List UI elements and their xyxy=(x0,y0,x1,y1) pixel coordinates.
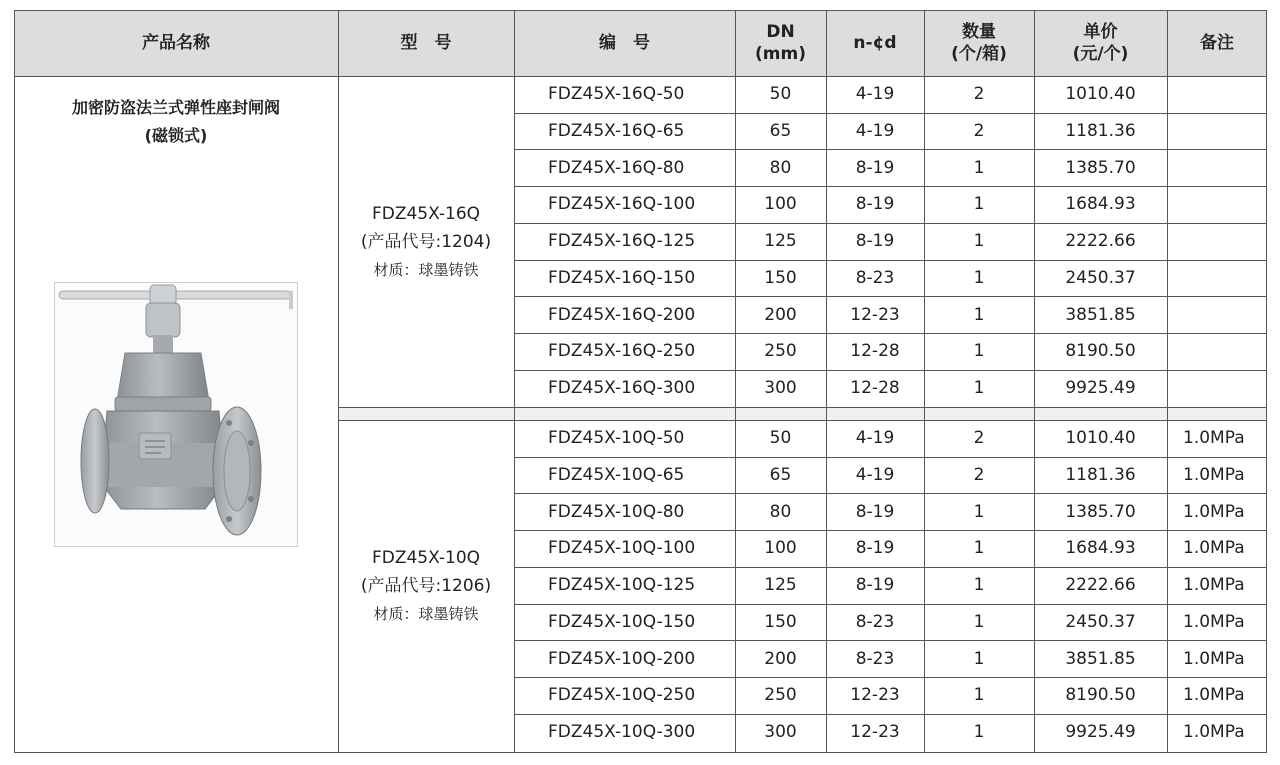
cell-dn: 80 xyxy=(769,157,792,178)
cell-code: FDZ45X-10Q-300 xyxy=(548,721,696,742)
cell-nd: 12-23 xyxy=(850,304,900,325)
cell-dn: 250 xyxy=(764,685,797,706)
product-code: (产品代号:1206) xyxy=(360,576,492,596)
cell-nd: 12-23 xyxy=(850,721,900,742)
cell-code: FDZ45X-16Q-200 xyxy=(548,304,696,325)
column-divider xyxy=(338,10,339,753)
row-divider xyxy=(514,370,1267,371)
cell-code: FDZ45X-10Q-250 xyxy=(548,685,696,706)
row-divider xyxy=(514,530,1267,531)
gate-valve-icon xyxy=(55,283,297,546)
cell-remark: 1.0MPa xyxy=(1183,721,1245,742)
cell-dn: 300 xyxy=(764,721,797,742)
cell-price: 1181.36 xyxy=(1065,465,1136,486)
cell-dn: 250 xyxy=(764,341,797,362)
table-header xyxy=(14,10,1267,77)
cell-code: FDZ45X-10Q-125 xyxy=(548,575,696,596)
cell-nd: 4-19 xyxy=(855,84,895,105)
product-code: (产品代号:1204) xyxy=(360,232,492,252)
cell-qty: 1 xyxy=(973,611,985,632)
cell-remark: 1.0MPa xyxy=(1183,428,1245,449)
cell-price: 1385.70 xyxy=(1065,501,1136,522)
row-divider xyxy=(514,714,1267,715)
header-unit-price: 单价 (元/个) xyxy=(1072,22,1129,64)
cell-price: 1684.93 xyxy=(1065,538,1136,559)
cell-nd: 8-19 xyxy=(855,501,895,522)
cell-remark xyxy=(1167,370,1267,407)
cell-dn: 150 xyxy=(764,611,797,632)
row-divider xyxy=(514,149,1267,150)
header-product-name: 产品名称 xyxy=(142,33,210,53)
product-name xyxy=(14,94,338,150)
cell-dn: 65 xyxy=(769,465,792,486)
column-divider xyxy=(514,10,515,753)
row-divider xyxy=(514,493,1267,494)
cell-nd: 4-19 xyxy=(855,465,895,486)
cell-dn: 100 xyxy=(764,538,797,559)
cell-qty: 1 xyxy=(973,501,985,522)
table-right-border xyxy=(1266,10,1267,753)
cell-code: FDZ45X-16Q-50 xyxy=(548,84,685,105)
model-group-2 xyxy=(338,544,514,628)
row-divider xyxy=(514,223,1267,224)
product-name-line2: (磁锁式) xyxy=(144,126,208,145)
group-divider xyxy=(338,407,1267,408)
cell-remark xyxy=(1167,186,1267,223)
header-quantity: 数量 (个/箱) xyxy=(951,22,1007,64)
cell-remark: 1.0MPa xyxy=(1183,648,1245,669)
row-divider xyxy=(514,604,1267,605)
cell-dn: 65 xyxy=(769,121,792,142)
cell-price: 2450.37 xyxy=(1065,267,1136,288)
column-divider xyxy=(735,10,736,753)
cell-code: FDZ45X-10Q-50 xyxy=(548,428,685,449)
row-divider xyxy=(514,677,1267,678)
header-nd: n-¢d xyxy=(853,33,897,53)
row-divider xyxy=(514,567,1267,568)
row-divider xyxy=(514,186,1267,187)
cell-nd: 12-23 xyxy=(850,685,900,706)
cell-dn: 80 xyxy=(769,501,792,522)
product-name-line1: 加密防盗法兰式弹性座封闸阀 xyxy=(71,98,280,117)
material: 材质：球墨铸铁 xyxy=(373,605,479,623)
cell-remark: 1.0MPa xyxy=(1183,685,1245,706)
table-top-border xyxy=(14,10,1267,11)
cell-nd: 12-28 xyxy=(850,377,900,398)
product-image xyxy=(54,282,298,547)
material: 材质：球墨铸铁 xyxy=(373,261,479,279)
cell-price: 1010.40 xyxy=(1065,84,1136,105)
cell-qty: 1 xyxy=(973,538,985,559)
cell-dn: 50 xyxy=(769,428,792,449)
cell-qty: 2 xyxy=(973,428,985,449)
model-name: FDZ45X-10Q xyxy=(371,548,481,568)
cell-dn: 200 xyxy=(764,304,797,325)
cell-qty: 2 xyxy=(973,121,985,142)
cell-qty: 1 xyxy=(973,575,985,596)
column-divider xyxy=(1167,10,1168,753)
cell-qty: 1 xyxy=(973,685,985,706)
cell-qty: 2 xyxy=(973,465,985,486)
cell-code: FDZ45X-16Q-150 xyxy=(548,267,696,288)
cell-price: 3851.85 xyxy=(1065,304,1136,325)
cell-price: 1684.93 xyxy=(1065,194,1136,215)
table-bottom-border xyxy=(14,752,1267,753)
cell-nd: 12-28 xyxy=(850,341,900,362)
cell-nd: 8-23 xyxy=(855,267,895,288)
cell-remark xyxy=(1167,260,1267,297)
cell-code: FDZ45X-16Q-125 xyxy=(548,231,696,252)
cell-code: FDZ45X-10Q-200 xyxy=(548,648,696,669)
cell-code: FDZ45X-16Q-250 xyxy=(548,341,696,362)
row-divider xyxy=(514,640,1267,641)
price-table xyxy=(14,10,1267,753)
table-left-border xyxy=(14,10,15,753)
row-divider xyxy=(514,113,1267,114)
cell-remark xyxy=(1167,113,1267,150)
row-divider xyxy=(514,296,1267,297)
cell-price: 1010.40 xyxy=(1065,428,1136,449)
cell-code: FDZ45X-10Q-150 xyxy=(548,611,696,632)
cell-remark: 1.0MPa xyxy=(1183,611,1245,632)
cell-code: FDZ45X-10Q-80 xyxy=(548,501,685,522)
column-divider xyxy=(924,10,925,753)
cell-code: FDZ45X-16Q-65 xyxy=(548,121,685,142)
model-group-1 xyxy=(338,200,514,284)
cell-price: 2450.37 xyxy=(1065,611,1136,632)
cell-remark: 1.0MPa xyxy=(1183,501,1245,522)
cell-qty: 1 xyxy=(973,194,985,215)
cell-remark: 1.0MPa xyxy=(1183,538,1245,559)
cell-price: 1181.36 xyxy=(1065,121,1136,142)
cell-price: 9925.49 xyxy=(1065,721,1136,742)
cell-dn: 125 xyxy=(764,575,797,596)
cell-price: 8190.50 xyxy=(1065,341,1136,362)
cell-price: 9925.49 xyxy=(1065,377,1136,398)
cell-nd: 8-23 xyxy=(855,648,895,669)
cell-nd: 8-19 xyxy=(855,194,895,215)
row-divider xyxy=(514,260,1267,261)
cell-remark xyxy=(1167,76,1267,113)
header-model: 型 号 xyxy=(400,33,452,53)
cell-nd: 8-19 xyxy=(855,575,895,596)
cell-qty: 1 xyxy=(973,231,985,252)
cell-price: 2222.66 xyxy=(1065,575,1136,596)
cell-qty: 1 xyxy=(973,157,985,178)
cell-nd: 8-19 xyxy=(855,231,895,252)
cell-qty: 1 xyxy=(973,267,985,288)
header-code: 编 号 xyxy=(599,33,650,53)
cell-qty: 1 xyxy=(973,648,985,669)
cell-code: FDZ45X-16Q-300 xyxy=(548,377,696,398)
model-name: FDZ45X-16Q xyxy=(371,204,481,224)
row-divider xyxy=(514,457,1267,458)
cell-dn: 150 xyxy=(764,267,797,288)
cell-remark xyxy=(1167,149,1267,186)
cell-nd: 4-19 xyxy=(855,121,895,142)
header-remark: 备注 xyxy=(1200,33,1234,53)
cell-remark xyxy=(1167,296,1267,333)
cell-code: FDZ45X-10Q-100 xyxy=(548,538,696,559)
cell-code: FDZ45X-16Q-100 xyxy=(548,194,696,215)
group-divider xyxy=(338,420,1267,421)
cell-qty: 1 xyxy=(973,377,985,398)
cell-nd: 8-23 xyxy=(855,611,895,632)
header-dn: DN (mm) xyxy=(755,22,806,64)
cell-nd: 8-19 xyxy=(855,538,895,559)
cell-dn: 200 xyxy=(764,648,797,669)
cell-nd: 8-19 xyxy=(855,157,895,178)
cell-code: FDZ45X-16Q-80 xyxy=(548,157,685,178)
cell-qty: 1 xyxy=(973,341,985,362)
column-divider xyxy=(1034,10,1035,753)
cell-code: FDZ45X-10Q-65 xyxy=(548,465,685,486)
cell-qty: 1 xyxy=(973,721,985,742)
group-separator xyxy=(338,407,1267,420)
cell-remark xyxy=(1167,223,1267,260)
cell-price: 1385.70 xyxy=(1065,157,1136,178)
column-divider xyxy=(826,10,827,753)
cell-dn: 300 xyxy=(764,377,797,398)
row-divider xyxy=(514,333,1267,334)
cell-price: 2222.66 xyxy=(1065,231,1136,252)
cell-nd: 4-19 xyxy=(855,428,895,449)
cell-price: 8190.50 xyxy=(1065,685,1136,706)
cell-dn: 125 xyxy=(764,231,797,252)
cell-remark xyxy=(1167,333,1267,370)
cell-qty: 2 xyxy=(973,84,985,105)
cell-remark: 1.0MPa xyxy=(1183,575,1245,596)
cell-dn: 100 xyxy=(764,194,797,215)
cell-dn: 50 xyxy=(769,84,792,105)
cell-price: 3851.85 xyxy=(1065,648,1136,669)
cell-qty: 1 xyxy=(973,304,985,325)
cell-remark: 1.0MPa xyxy=(1183,465,1245,486)
